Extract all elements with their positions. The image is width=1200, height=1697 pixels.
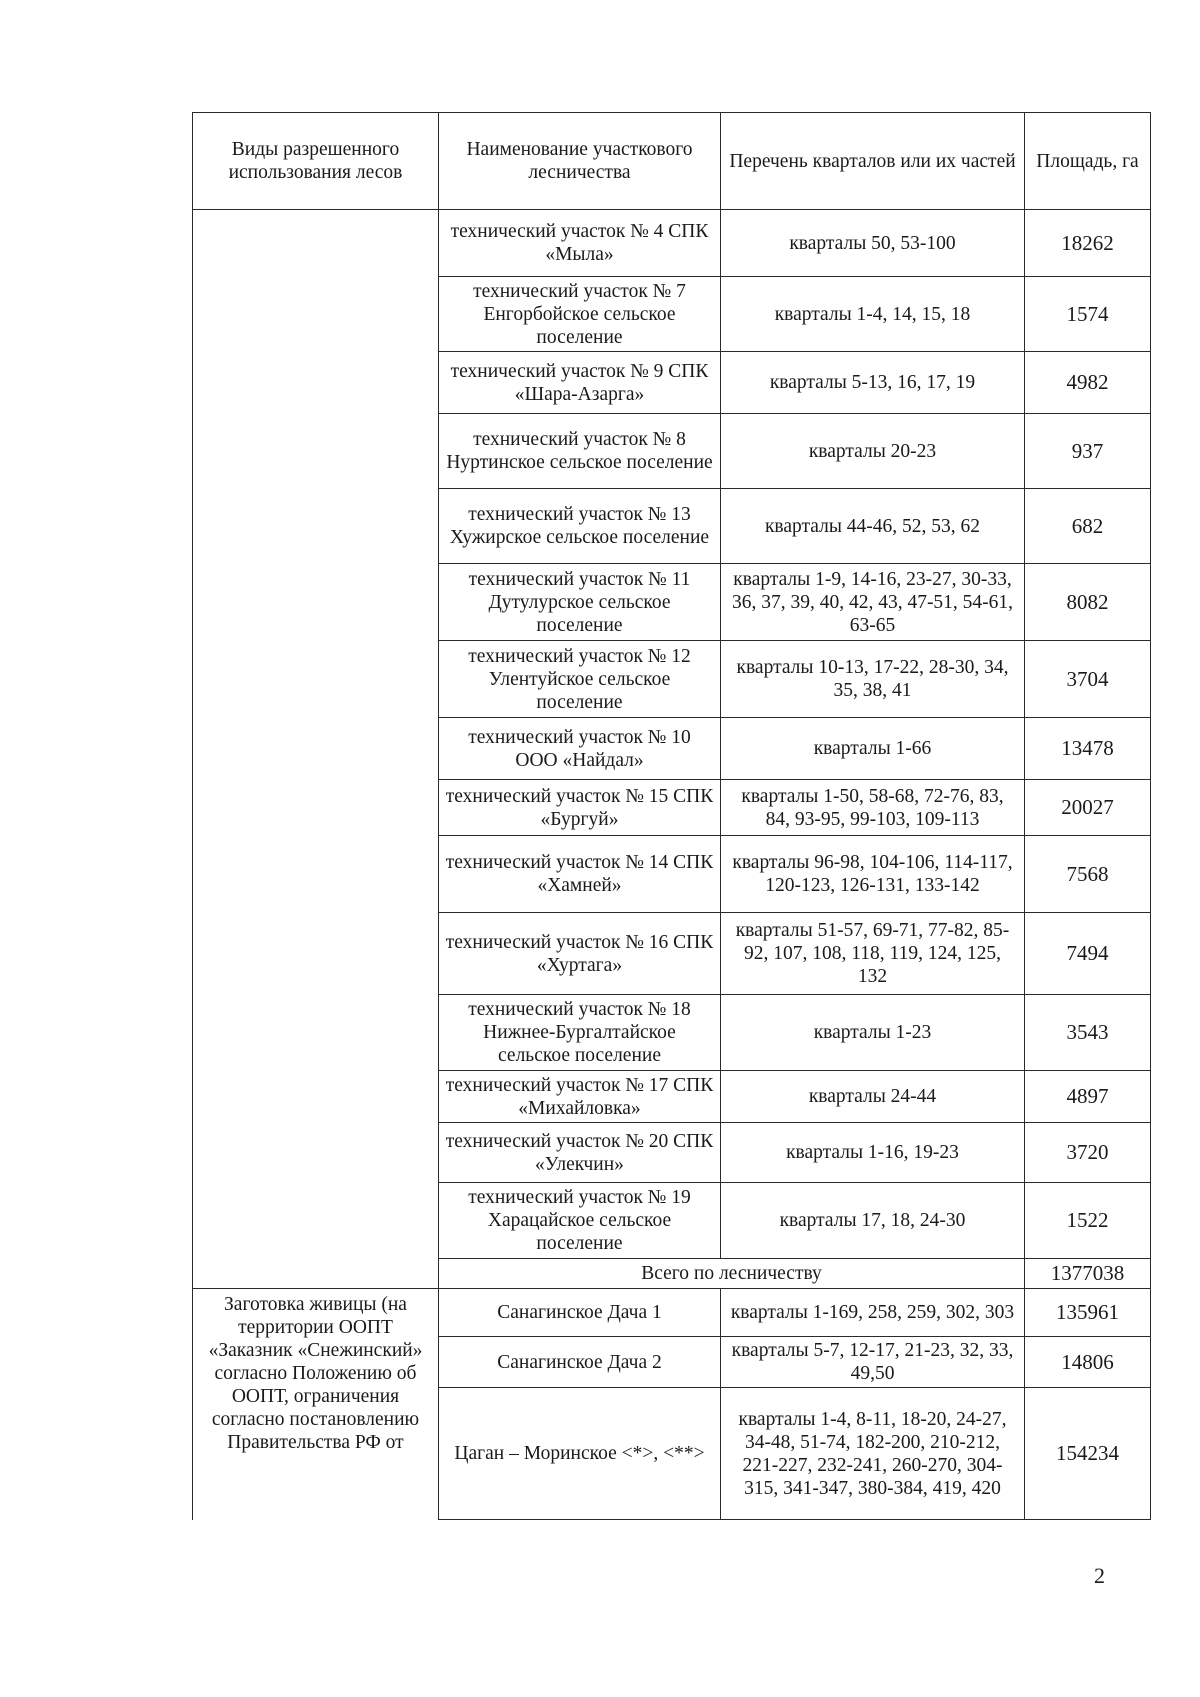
- total-area: 1377038: [1025, 1259, 1151, 1289]
- quarters-list: кварталы 51-57, 69-71, 77-82, 85-92, 107, 108, 118, 119, 124, 125, 132: [721, 913, 1025, 995]
- quarters-list: кварталы 96-98, 104-106, 114-117, 120-123, 126-131, 133-142: [721, 836, 1025, 913]
- area-value: 3720: [1025, 1123, 1151, 1183]
- forestry-name: технический участок № 18 Нижнее-Бургалтайское сельское поселение: [439, 995, 721, 1071]
- quarters-list: кварталы 1-9, 14-16, 23-27, 30-33, 36, 37, 39, 40, 42, 43, 47-51, 54-61, 63-65: [721, 564, 1025, 641]
- area-value: 1522: [1025, 1183, 1151, 1259]
- area-value: 937: [1025, 414, 1151, 489]
- forestry-name: технический участок № 11 Дутулурское сельское поселение: [439, 564, 721, 641]
- area-value: 20027: [1025, 780, 1151, 836]
- area-value: 7568: [1025, 836, 1151, 913]
- quarters-list: кварталы 5-13, 16, 17, 19: [721, 352, 1025, 414]
- quarters-list: кварталы 10-13, 17-22, 28-30, 34, 35, 38, 41: [721, 641, 1025, 718]
- quarters-list: кварталы 1-66: [721, 718, 1025, 780]
- header-use-type: Виды разрешенного использования лесов: [193, 113, 439, 210]
- quarters-list: кварталы 1-16, 19-23: [721, 1123, 1025, 1183]
- forestry-name: технический участок № 14 СПК «Хамней»: [439, 836, 721, 913]
- quarters-list: кварталы 20-23: [721, 414, 1025, 489]
- area-value: 18262: [1025, 210, 1151, 277]
- forestry-name: технический участок № 10 ООО «Найдал»: [439, 718, 721, 780]
- area-value: 4897: [1025, 1071, 1151, 1123]
- forestry-name: технический участок № 15 СПК «Бургуй»: [439, 780, 721, 836]
- quarters-list: кварталы 50, 53-100: [721, 210, 1025, 277]
- area-value: 682: [1025, 489, 1151, 564]
- forestry-name: технический участок № 9 СПК «Шара-Азарга»: [439, 352, 721, 414]
- quarters-list: кварталы 24-44: [721, 1071, 1025, 1123]
- table-header-row: [193, 113, 1151, 210]
- area-value: 7494: [1025, 913, 1151, 995]
- table-row: [193, 210, 1151, 277]
- forestry-name: Санагинское Дача 2: [439, 1337, 721, 1388]
- quarters-list: кварталы 1-4, 8-11, 18-20, 24-27, 34-48, 51-74, 182-200, 210-212, 221-227, 232-241, 260-270, 304-315, 341-347, 380-384, 419, 420: [721, 1388, 1025, 1520]
- area-value: 154234: [1025, 1388, 1151, 1520]
- area-value: 14806: [1025, 1337, 1151, 1388]
- forestry-name: технический участок № 13 Хужирское сельское поселение: [439, 489, 721, 564]
- header-area: Площадь, га: [1025, 113, 1151, 210]
- use-type-cell-empty: [193, 210, 439, 1289]
- quarters-list: кварталы 5-7, 12-17, 21-23, 32, 33, 49,50: [721, 1337, 1025, 1388]
- quarters-list: кварталы 1-23: [721, 995, 1025, 1071]
- total-label: Всего по лесничеству: [439, 1259, 1025, 1289]
- page-number: 2: [1094, 1563, 1105, 1588]
- area-value: 13478: [1025, 718, 1151, 780]
- table-row: [193, 1289, 1151, 1337]
- area-value: 8082: [1025, 564, 1151, 641]
- quarters-list: кварталы 44-46, 52, 53, 62: [721, 489, 1025, 564]
- forestry-name: технический участок № 20 СПК «Улекчин»: [439, 1123, 721, 1183]
- forestry-name: технический участок № 12 Улентуйское сельское поселение: [439, 641, 721, 718]
- forestry-name: технический участок № 4 СПК «Мыла»: [439, 210, 721, 277]
- forestry-name: технический участок № 8 Нуртинское сельское поселение: [439, 414, 721, 489]
- area-value: 3543: [1025, 995, 1151, 1071]
- area-value: 135961: [1025, 1289, 1151, 1337]
- forestry-name: технический участок № 16 СПК «Хуртага»: [439, 913, 721, 995]
- area-value: 3704: [1025, 641, 1151, 718]
- quarters-list: кварталы 1-50, 58-68, 72-76, 83, 84, 93-95, 99-103, 109-113: [721, 780, 1025, 836]
- quarters-list: кварталы 17, 18, 24-30: [721, 1183, 1025, 1259]
- forestry-name: технический участок № 7 Енгорбойское сельское поселение: [439, 277, 721, 352]
- area-value: 1574: [1025, 277, 1151, 352]
- header-forestry-name: Наименование участкового лесничества: [439, 113, 721, 210]
- quarters-list: кварталы 1-169, 258, 259, 302, 303: [721, 1289, 1025, 1337]
- forestry-name: технический участок № 17 СПК «Михайловка»: [439, 1071, 721, 1123]
- forestry-name: Цаган – Моринское <*>, <**>: [439, 1388, 721, 1520]
- header-quarters-list: Перечень кварталов или их частей: [721, 113, 1025, 210]
- quarters-list: кварталы 1-4, 14, 15, 18: [721, 277, 1025, 352]
- forestry-name: Санагинское Дача 1: [439, 1289, 721, 1337]
- use-type-resin: Заготовка живицы (на территории ООПТ «Заказник «Снежинский» согласно Положению об ООПТ, ограничения согласно постановлению Правительства РФ от: [193, 1289, 439, 1520]
- forestry-name: технический участок № 19 Харацайское сельское поселение: [439, 1183, 721, 1259]
- forest-use-table: [192, 112, 1151, 1520]
- area-value: 4982: [1025, 352, 1151, 414]
